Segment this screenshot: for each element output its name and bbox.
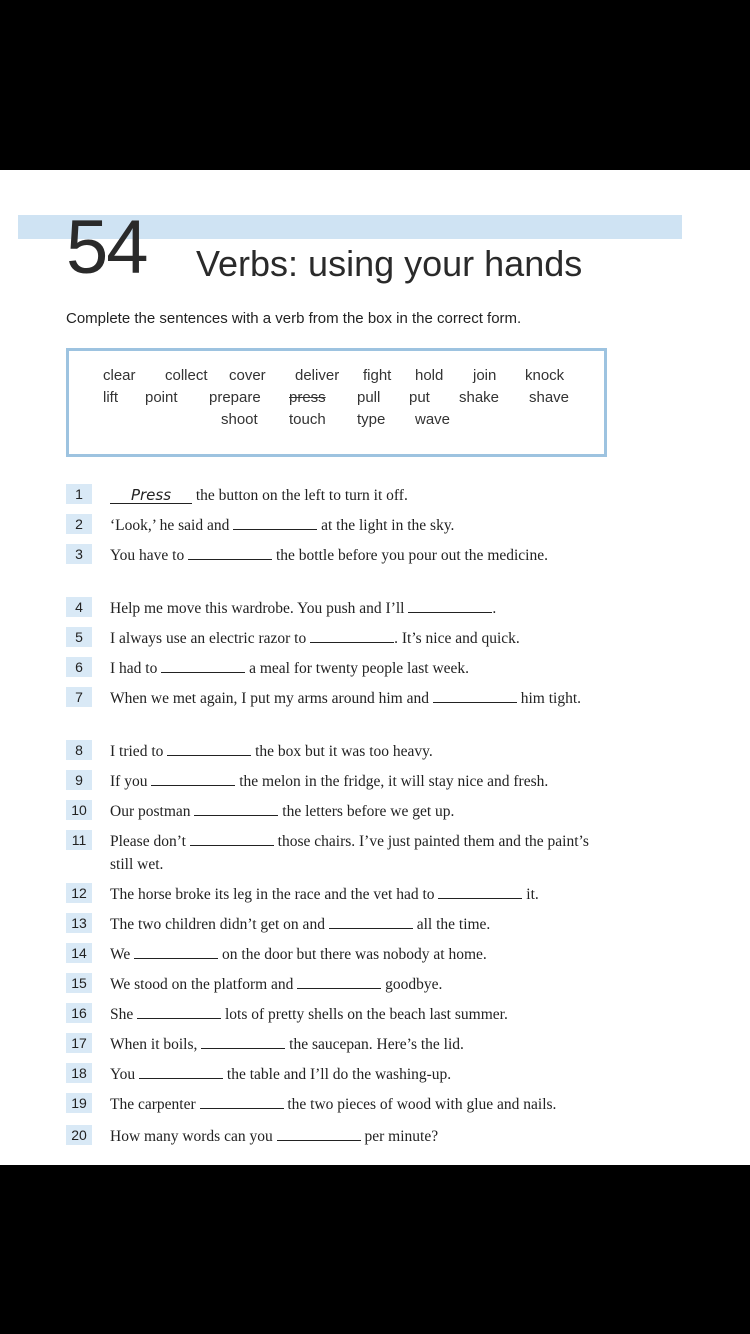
word: type xyxy=(357,411,386,428)
sentence: The horse broke its leg in the race and the vet had to it. xyxy=(110,886,539,903)
exercise-number: 19 xyxy=(66,1093,92,1113)
exercise-number: 5 xyxy=(66,627,92,647)
word: deliver xyxy=(295,367,340,384)
word: point xyxy=(145,389,178,406)
exercise-number: 13 xyxy=(66,913,92,933)
exercise-number: 3 xyxy=(66,544,92,564)
exercise-number: 12 xyxy=(66,883,92,903)
exercise-number: 18 xyxy=(66,1063,92,1083)
instructions: Complete the sentences with a verb from the box in the correct form. xyxy=(66,310,522,327)
answer-blank[interactable] xyxy=(233,515,317,530)
exercise-number: 4 xyxy=(66,597,92,617)
word-box xyxy=(66,348,607,457)
answer-blank[interactable] xyxy=(201,1034,285,1049)
word: wave xyxy=(415,411,451,428)
sentence: I always use an electric razor to . It’s nice and quick. xyxy=(110,630,520,647)
answer-blank[interactable] xyxy=(151,771,235,786)
answer-blank[interactable] xyxy=(200,1094,284,1109)
answer-blank[interactable] xyxy=(438,884,522,899)
word: join xyxy=(473,367,497,384)
exercise-number: 11 xyxy=(66,830,92,850)
exercise-number: 20 xyxy=(66,1125,92,1145)
word: pull xyxy=(357,389,381,406)
sentence: She lots of pretty shells on the beach last summer. xyxy=(110,1006,508,1023)
answer-blank[interactable] xyxy=(167,741,251,756)
word: shave xyxy=(529,389,570,406)
filled-answer[interactable]: Press xyxy=(110,487,192,504)
word: shake xyxy=(459,389,500,406)
answer-blank[interactable] xyxy=(139,1064,223,1079)
answer-blank[interactable] xyxy=(329,914,413,929)
answer-blank[interactable] xyxy=(190,831,274,846)
word: prepare xyxy=(209,389,261,406)
answer-blank[interactable] xyxy=(297,974,381,989)
exercise-number: 15 xyxy=(66,973,92,993)
answer-blank[interactable] xyxy=(194,801,278,816)
exercise-number: 6 xyxy=(66,657,92,677)
word: lift xyxy=(103,389,118,406)
sentence: Press the button on the left to turn it off. xyxy=(110,484,630,507)
word: shoot xyxy=(221,411,258,428)
exercise-number: 9 xyxy=(66,770,92,790)
word: fight xyxy=(363,367,392,384)
sentence: How many words can you per minute? xyxy=(110,1128,439,1145)
worksheet-page xyxy=(0,170,750,1165)
sentence: When we met again, I put my arms around him and him tight. xyxy=(110,690,582,707)
answer-blank[interactable] xyxy=(310,628,394,643)
word: knock xyxy=(525,367,565,384)
word: hold xyxy=(415,367,444,384)
sentence: You have to the bottle before you pour out the medicine. xyxy=(110,547,548,564)
word: cover xyxy=(229,367,266,384)
word: collect xyxy=(165,367,208,384)
exercise-number: 2 xyxy=(66,514,92,534)
word-used: press xyxy=(289,389,326,406)
answer-blank[interactable] xyxy=(433,688,517,703)
sentence: ‘Look,’ he said and at the light in the sky. xyxy=(110,517,455,534)
sentence: Help me move this wardrobe. You push and I’ll . xyxy=(110,600,497,617)
sentence: I had to a meal for twenty people last week. xyxy=(110,660,470,677)
exercise-number: 17 xyxy=(66,1033,92,1053)
exercise-number: 10 xyxy=(66,800,92,820)
word: touch xyxy=(289,411,326,428)
sentence: If you the melon in the fridge, it will stay nice and fresh. xyxy=(110,773,549,790)
exercise-number: 7 xyxy=(66,687,92,707)
answer-blank[interactable] xyxy=(134,944,218,959)
sentence: Please don’t those chairs. I’ve just painted them and the paint’s still wet. xyxy=(110,833,589,873)
exercise-number: 1 xyxy=(66,484,92,504)
sentence: We stood on the platform and goodbye. xyxy=(110,976,443,993)
exercise-number: 16 xyxy=(66,1003,92,1023)
sentence: We on the door but there was nobody at home. xyxy=(110,946,487,963)
sentence: The carpenter the two pieces of wood with glue and nails. xyxy=(110,1096,557,1113)
answer-blank[interactable] xyxy=(277,1126,361,1141)
sentence: When it boils, the saucepan. Here’s the lid. xyxy=(110,1036,464,1053)
exercise-number: 14 xyxy=(66,943,92,963)
answer-blank[interactable] xyxy=(188,545,272,560)
unit-number: 54 xyxy=(66,205,147,290)
answer-blank[interactable] xyxy=(408,598,492,613)
word: clear xyxy=(103,367,136,384)
word: put xyxy=(409,389,430,406)
sentence: You the table and I’ll do the washing-up. xyxy=(110,1066,452,1083)
answer-blank[interactable] xyxy=(161,658,245,673)
sentence: Our postman the letters before we get up. xyxy=(110,803,455,820)
sentence: The two children didn’t get on and all the time. xyxy=(110,916,491,933)
unit-title: Verbs: using your hands xyxy=(196,243,583,284)
exercise-number: 8 xyxy=(66,740,92,760)
sentence: I tried to the box but it was too heavy. xyxy=(110,743,433,760)
answer-blank[interactable] xyxy=(137,1004,221,1019)
